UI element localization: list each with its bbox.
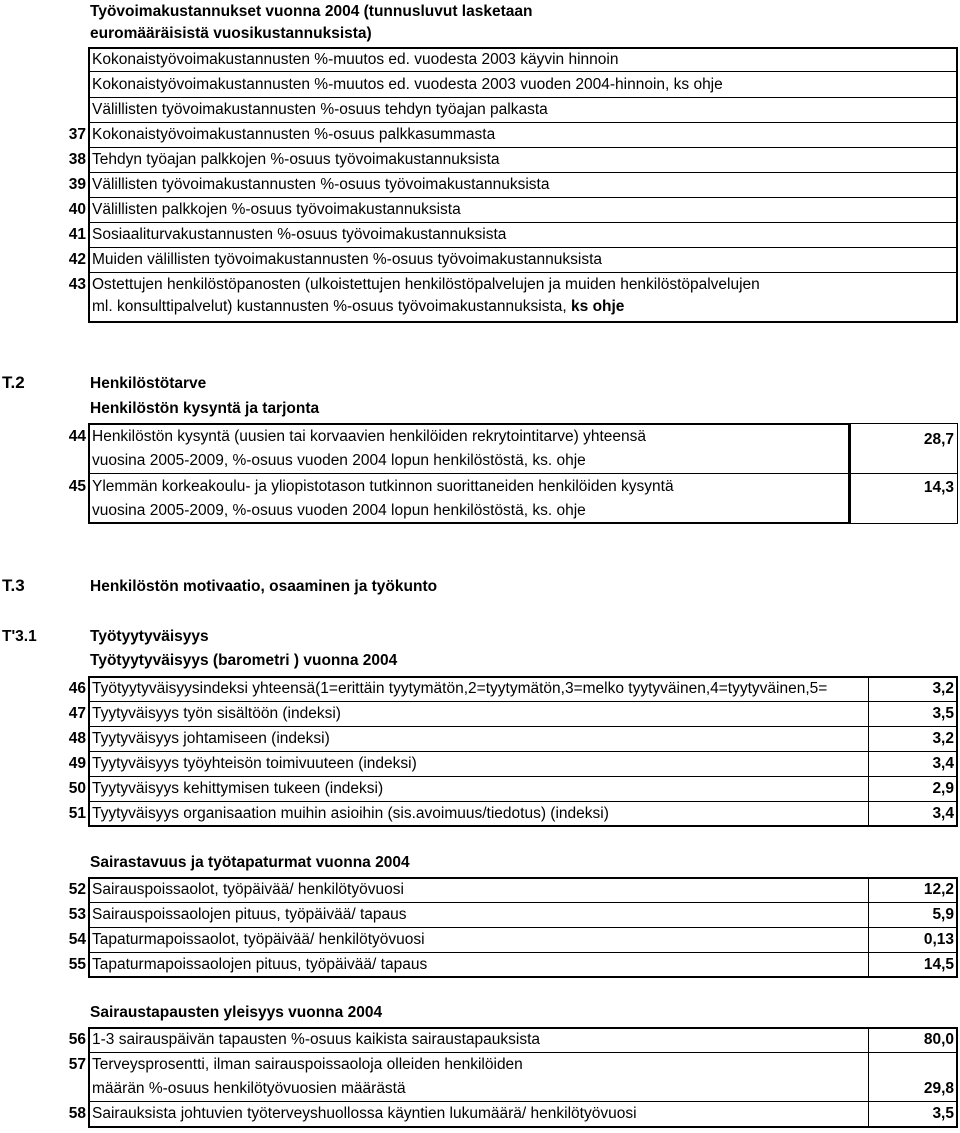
section-title: Sairaustapausten yleisyys vuonna 2004: [90, 1004, 383, 1021]
row-number: 57: [68, 1056, 86, 1073]
value: 12,2: [923, 881, 954, 898]
row-divider: [89, 776, 957, 777]
row-number: 42: [68, 251, 86, 268]
table-row: Sairauksista johtuvien työterveyshuollossa käyntien lukumäärä/ henkilötyövuosi: [92, 1105, 637, 1122]
value: 28,7: [923, 431, 954, 448]
table-row: Ylemmän korkeakoulu- ja yliopistotason tutkinnon suorittaneiden henkilöiden kysyntä: [92, 478, 674, 495]
row-number: 58: [68, 1105, 86, 1122]
row-43-text: ml. konsulttipalvelut) kustannusten %-osuus työvoimakustannuksista,: [92, 298, 572, 315]
row-number: 54: [68, 931, 86, 948]
value: 0,13: [923, 931, 954, 948]
section-subtitle: Työtyytyväisyys (barometri ) vuonna 2004: [90, 652, 398, 669]
table-row: 1-3 sairauspäivän tapausten %-osuus kaikista sairaustapauksista: [92, 1031, 541, 1048]
table-row: Tehdyn työajan palkkojen %-osuus työvoimakustannuksista: [92, 151, 500, 168]
table-row: Kokonaistyövoimakustannusten %-muutos ed. vuodesta 2003 vuoden 2004-hinnoin, ks ohje: [92, 76, 723, 93]
table-row: Tapaturmapoissaolojen pituus, työpäivää/ tapaus: [92, 956, 428, 973]
row-divider: [89, 1052, 957, 1053]
table-row: Tapaturmapoissaolot, työpäivää/ henkilötyövuosi: [92, 931, 425, 948]
table-row: Kokonaistyövoimakustannusten %-osuus palkkasummasta: [92, 126, 496, 143]
value: 3,2: [932, 680, 954, 697]
table-row: Sosiaaliturvakustannusten %-osuus työvoimakustannuksista: [92, 226, 507, 243]
section-title: Sairastavuus ja työtapaturmat vuonna 2004: [90, 854, 410, 871]
row-number: 37: [68, 126, 86, 143]
section-title-line1: Työvoimakustannukset vuonna 2004 (tunnusluvut lasketaan: [90, 3, 533, 20]
table-row-continuation: [92, 297, 624, 317]
table-row: Henkilöstön kysyntä (uusien tai korvaavien henkilöiden rekrytointitarve) yhteensä: [92, 428, 646, 445]
section-title: Henkilöstön motivaatio, osaaminen ja työkunto: [90, 578, 438, 595]
table-row: Tyytyväisyys kehittymisen tukeen (indeksi): [92, 780, 384, 797]
section-title-line2: euromääräisistä vuosikustannuksista): [90, 25, 372, 42]
table-row: Muiden välillisten työvoimakustannusten %-osuus työvoimakustannuksista: [92, 251, 603, 268]
table-row: Välillisten työvoimakustannusten %-osuus tehdyn työajan palkasta: [92, 101, 548, 118]
table-row: Terveysprosentti, ilman sairauspoissaoloja olleiden henkilöiden: [92, 1056, 523, 1073]
value: 14,5: [923, 956, 954, 973]
value: 3,4: [932, 755, 954, 772]
row-divider: [89, 751, 957, 752]
table-row: Tyytyväisyys organisaation muihin asioihin (sis.avoimuus/tiedotus) (indeksi): [92, 805, 609, 822]
value: 29,8: [923, 1080, 954, 1097]
section-title: Henkilöstötarve: [90, 375, 207, 392]
table-row-continuation: vuosina 2005-2009, %-osuus vuoden 2004 lopun henkilöstöstä, ks. ohje: [92, 452, 586, 469]
row-number: 48: [68, 730, 86, 747]
table-row: Kokonaistyövoimakustannusten %-muutos ed. vuodesta 2003 käyvin hinnoin: [92, 51, 619, 68]
column-divider: [868, 1028, 869, 1127]
row-number: 45: [68, 478, 86, 495]
value: 3,2: [932, 730, 954, 747]
value: 2,9: [932, 780, 954, 797]
row-number: 43: [68, 276, 86, 293]
value: 3,4: [932, 805, 954, 822]
row-number: 44: [68, 428, 86, 445]
table-row: Välillisten palkkojen %-osuus työvoimakustannuksista: [92, 201, 461, 218]
row-divider: [89, 1101, 957, 1102]
row-number: 46: [68, 680, 86, 697]
table-row: Tyytyväisyys työyhteisön toimivuuteen (indeksi): [92, 755, 417, 772]
row-number: 49: [68, 755, 86, 772]
row-divider: [89, 272, 957, 273]
section-code: T'3.1: [2, 628, 37, 645]
row-divider: [89, 172, 957, 173]
row-number: 50: [68, 780, 86, 797]
row-number: 41: [68, 226, 86, 243]
row-divider: [89, 97, 957, 98]
value: 14,3: [923, 479, 954, 496]
value: 3,5: [932, 705, 954, 722]
table-row: Välillisten työvoimakustannusten %-osuus työvoimakustannuksista: [92, 176, 550, 193]
row-divider: [89, 927, 957, 928]
table-row: Ostettujen henkilöstöpanosten (ulkoistettujen henkilöstöpalvelujen ja muiden henkilöstöpalvelujen: [92, 276, 760, 293]
row-number: 40: [68, 201, 86, 218]
row-divider: [89, 801, 957, 802]
section-subtitle: Henkilöstön kysyntä ja tarjonta: [90, 400, 320, 417]
section-code: T.2: [2, 373, 25, 392]
row-divider: [89, 247, 957, 248]
row-divider: [89, 902, 957, 903]
table-row: Sairauspoissaolojen pituus, työpäivää/ tapaus: [92, 906, 407, 923]
value: 80,0: [923, 1031, 954, 1048]
section-code: T.3: [2, 576, 25, 595]
table-row-continuation: määrän %-osuus henkilötyövuosien määrästä: [92, 1080, 406, 1097]
table-row: Tyytyväisyys johtamiseen (indeksi): [92, 730, 330, 747]
row-divider: [89, 701, 957, 702]
value: 3,5: [932, 1105, 954, 1122]
row-divider: [89, 147, 957, 148]
row-divider: [89, 71, 957, 72]
table-row: Sairauspoissaolot, työpäivää/ henkilötyövuosi: [92, 881, 404, 898]
see-instructions-label: ks ohje: [571, 298, 625, 315]
table-row-continuation: vuosina 2005-2009, %-osuus vuoden 2004 lopun henkilöstöstä, ks. ohje: [92, 502, 586, 519]
section-title: Työtyytyväisyys: [90, 628, 209, 645]
row-number: 38: [68, 151, 86, 168]
row-number: 55: [68, 956, 86, 973]
row-divider: [89, 197, 957, 198]
row-divider: [89, 726, 957, 727]
row-number: 53: [68, 906, 86, 923]
table-row: Työtyytyväisyysindeksi yhteensä(1=erittäin tyytymätön,2=tyytymätön,3=melko tyytyväinen,4=tyytyväinen,5=: [92, 680, 828, 697]
row-number: 52: [68, 881, 86, 898]
row-divider: [89, 222, 957, 223]
row-number: 47: [68, 705, 86, 722]
row-number: 51: [68, 805, 86, 822]
value: 5,9: [932, 906, 954, 923]
row-number: 56: [68, 1031, 86, 1048]
row-divider: [89, 122, 957, 123]
row-divider: [89, 473, 849, 474]
table-row: Tyytyväisyys työn sisältöön (indeksi): [92, 705, 341, 722]
row-number: 39: [68, 176, 86, 193]
row-divider: [89, 952, 957, 953]
